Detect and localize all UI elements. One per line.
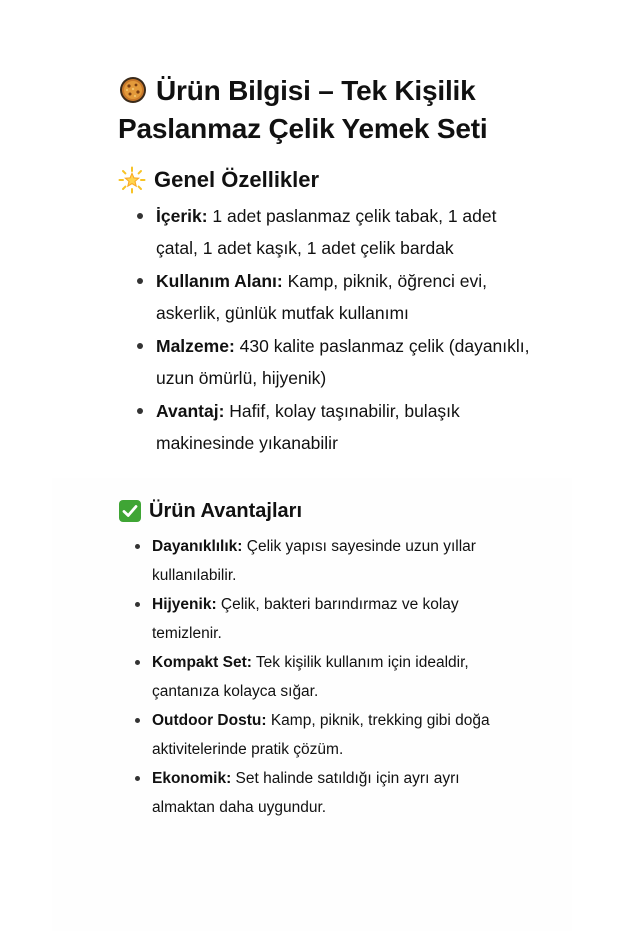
title-line-2: Paslanmaz Çelik Yemek Seti <box>118 113 488 144</box>
list-item <box>156 265 536 329</box>
item-text: Tek kişilik kullanım için idealdir, çantanıza kolayca sığar. <box>152 654 469 700</box>
product-advantages-heading-text: Ürün Avantajları <box>149 500 302 522</box>
bullet-icon <box>137 213 143 219</box>
item-label: Outdoor Dostu: <box>152 712 267 729</box>
bullet-icon <box>135 776 140 781</box>
item-text: Set halinde satıldığı için ayrı ayrı almaktan daha uygundur. <box>152 770 460 816</box>
item-label: İçerik: <box>156 206 208 226</box>
bullet-icon <box>135 718 140 723</box>
item-label: Ekonomik: <box>152 770 232 787</box>
general-features-heading-text: Genel Özellikler <box>154 167 320 192</box>
list-item <box>152 706 512 764</box>
item-text: Hafif, kolay taşınabilir, bulaşık makinesinde yıkanabilir <box>156 401 460 453</box>
item-label: Hijyenik: <box>152 596 217 613</box>
check-mark-button-icon <box>118 499 142 523</box>
bullet-icon <box>135 544 140 549</box>
item-text: 1 adet paslanmaz çelik tabak, 1 adet çatal, 1 adet kaşık, 1 adet çelik bardak <box>156 206 497 258</box>
bullet-icon <box>137 278 143 284</box>
list-item <box>156 200 536 264</box>
item-label: Avantaj: <box>156 401 225 421</box>
paella-pan-icon <box>118 75 148 105</box>
item-text: Çelik, bakteri barındırmaz ve kolay temizlenir. <box>152 596 459 642</box>
item-label: Kullanım Alanı: <box>156 271 283 291</box>
item-text: 430 kalite paslanmaz çelik (dayanıklı, uzun ömürlü, hijyenik) <box>156 336 530 388</box>
item-label: Kompakt Set: <box>152 654 252 671</box>
glowing-star-icon <box>118 166 146 194</box>
item-text: Çelik yapısı sayesinde uzun yıllar kullanılabilir. <box>152 538 476 584</box>
list-item <box>152 764 512 822</box>
list-item <box>152 648 512 706</box>
item-text: Kamp, piknik, trekking gibi doğa aktivitelerinde pratik çözüm. <box>152 712 490 758</box>
item-label: Malzeme: <box>156 336 235 356</box>
bullet-icon <box>137 408 143 414</box>
item-text: Kamp, piknik, öğrenci evi, askerlik, günlük mutfak kullanımı <box>156 271 487 323</box>
general-features-heading <box>118 164 319 196</box>
list-item <box>156 395 536 459</box>
product-advantages-heading <box>118 496 302 526</box>
bullet-icon <box>137 343 143 349</box>
general-features-list <box>156 200 536 460</box>
product-advantages-list <box>152 532 512 822</box>
bullet-icon <box>135 602 140 607</box>
list-item <box>152 532 512 590</box>
page-title <box>118 72 588 148</box>
bullet-icon <box>135 660 140 665</box>
item-label: Dayanıklılık: <box>152 538 243 555</box>
title-line-1: Ürün Bilgisi – Tek Kişilik <box>156 75 476 106</box>
list-item <box>152 590 512 648</box>
list-item <box>156 330 536 394</box>
